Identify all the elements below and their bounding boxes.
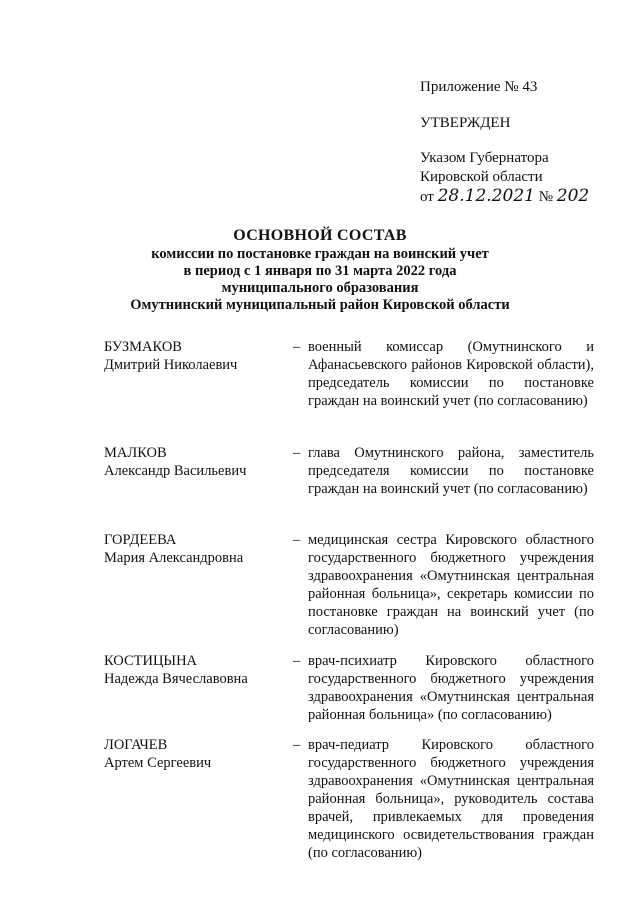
number-prefix: № [538,189,554,205]
member-given-name: Надежда Вячеславовна [104,671,248,687]
title-line-1: комиссии по постановке граждан на воинский учет [151,246,489,262]
member-name [104,338,284,374]
decree-date-line [420,187,589,207]
member-given-name: Дмитрий Николаевич [104,357,238,373]
member-surname: ГОРДЕЕВА [104,532,177,548]
member-name [104,736,284,772]
member-dash: – [293,653,301,669]
member-name [104,531,284,567]
member-description: врач-педиатр Кировского областного государственного бюджетного учреждения здравоохранения «Омутнинская центральная районная больница», руководитель состава врачей, привлекаемых для проведения медицинского освидетельствования граждан (по согласованию) [308,737,594,861]
decree-line-2: Кировской области [420,169,543,185]
decree-line-1: Указом Губернатора [420,150,549,166]
date-prefix: от [420,189,434,205]
member-given-name: Артем Сергеевич [104,755,212,771]
title-line-2: в период с 1 января по 31 марта 2022 года [183,263,457,279]
handwritten-number: 202 [556,186,590,206]
approved-stamp-text: УТВЕРЖДЕН [420,115,511,131]
title-line-3: муниципального образования [221,280,419,296]
member-description: врач-психиатр Кировского областного государственного бюджетного учреждения здравоохранения «Омутнинская центральная районная больница» (по согласованию) [308,653,594,723]
appendix-number: Приложение № 43 [420,79,538,95]
member-surname: КОСТИЦЫНА [104,653,198,669]
member-surname: ЛОГАЧЕВ [104,737,168,753]
member-surname: БУЗМАКОВ [104,339,182,355]
member-description: глава Омутнинского района, заместитель председателя комиссии по постановке граждан на воинский учет (по согласованию) [308,445,594,497]
member-given-name: Александр Васильевич [104,463,247,479]
member-name [104,444,284,480]
title-line-4: Омутнинский муниципальный район Кировской области [130,297,510,313]
title-main: ОСНОВНОЙ СОСТАВ [233,227,407,244]
member-description: военный комиссар (Омутнинского и Афанасьевского районов Кировской области), председатель комиссии по постановке граждан на воинский учет (по согласованию) [308,339,594,409]
member-given-name: Мария Александровна [104,550,244,566]
member-dash: – [293,737,301,753]
member-dash: – [293,532,301,548]
member-surname: МАЛКОВ [104,445,167,461]
member-dash: – [293,339,301,355]
handwritten-date: 28.12.2021 [437,186,535,206]
member-dash: – [293,445,301,461]
member-description: медицинская сестра Кировского областного государственного бюджетного учреждения здравоохранения «Омутнинская центральная районная больница», секретарь комиссии по постановке граждан на воинский учет (по согласованию) [308,532,594,638]
member-name [104,652,284,688]
document-title [0,226,640,314]
